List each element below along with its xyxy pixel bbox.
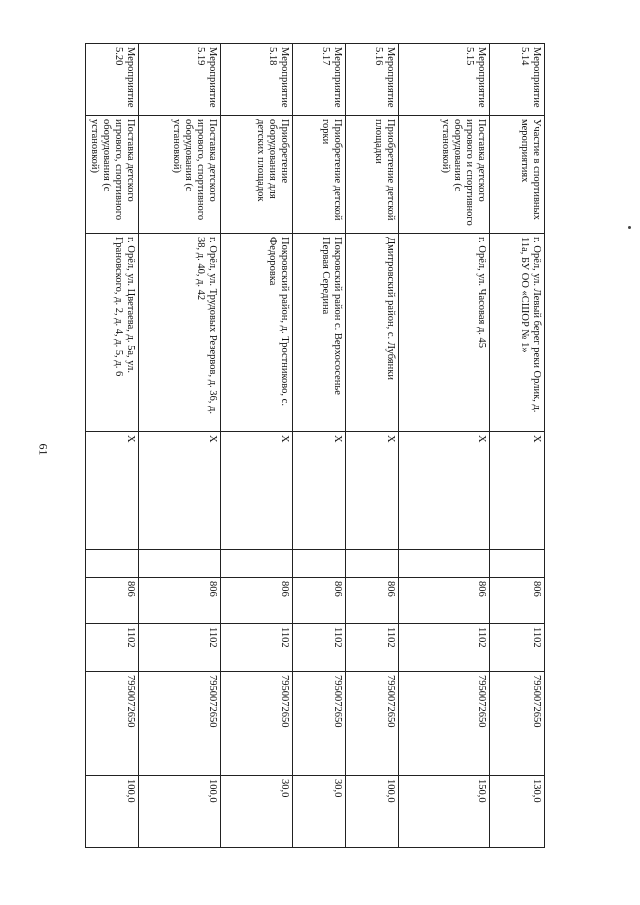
table-row	[221, 44, 293, 848]
mark-cell: Х	[399, 432, 490, 550]
address-cell: г. Орёл, ул. Трудовых Резервов, д. 36, д. 38, д. 40, д. 42	[139, 234, 221, 432]
section-cell: 1102	[139, 624, 221, 672]
mark-cell: Х	[85, 432, 138, 550]
target-article-cell: 7950072650	[346, 672, 399, 776]
target-article-cell: 7950072650	[221, 672, 293, 776]
address-cell: г. Орёл, ул. Левый берег реки Орлик, д. 11а, БУ ОО «СШОР № 1»	[490, 234, 545, 432]
table-container	[88, 43, 545, 847]
extra-cell	[139, 550, 221, 578]
extra-cell	[490, 550, 545, 578]
description-cell: Приобретение оборудования для детских площадок	[221, 116, 293, 234]
table-row	[293, 44, 346, 848]
scan-speck	[628, 226, 631, 229]
measure-cell: Мероприятие 5.20	[85, 44, 138, 116]
address-cell: г. Орёл, ул. Часовая д. 45	[399, 234, 490, 432]
measure-cell: Мероприятие 5.19	[139, 44, 221, 116]
mark-cell: Х	[139, 432, 221, 550]
measure-cell: Мероприятие 5.17	[293, 44, 346, 116]
table-row	[85, 44, 138, 848]
description-cell: Приобретение детской площадки	[346, 116, 399, 234]
extra-cell	[399, 550, 490, 578]
grbs-cell: 806	[293, 578, 346, 624]
section-cell: 1102	[399, 624, 490, 672]
description-cell: Поставка детского игрового, спортивного оборудования (с установкой)	[85, 116, 138, 234]
address-cell: г. Орёл, ул. Цветаева, д. 5а, ул. Грановского, д. 2, д. 4, д. 5, д. 6	[85, 234, 138, 432]
target-article-cell: 7950072650	[399, 672, 490, 776]
section-cell: 1102	[221, 624, 293, 672]
section-cell: 1102	[85, 624, 138, 672]
mark-cell: Х	[221, 432, 293, 550]
amount-cell: 130,0	[490, 776, 545, 848]
target-article-cell: 7950072650	[139, 672, 221, 776]
grbs-cell: 806	[399, 578, 490, 624]
table-row	[346, 44, 399, 848]
section-cell: 1102	[293, 624, 346, 672]
extra-cell	[221, 550, 293, 578]
amount-cell: 100,0	[85, 776, 138, 848]
grbs-cell: 806	[139, 578, 221, 624]
description-cell: Поставка детского игрового и спортивного оборудования (с установкой)	[399, 116, 490, 234]
table-row	[139, 44, 221, 848]
amount-cell: 150,0	[399, 776, 490, 848]
measures-table	[85, 43, 545, 848]
amount-cell: 30,0	[293, 776, 346, 848]
measure-cell: Мероприятие 5.18	[221, 44, 293, 116]
mark-cell: Х	[346, 432, 399, 550]
grbs-cell: 806	[85, 578, 138, 624]
page-number: 61	[36, 443, 51, 456]
extra-cell	[85, 550, 138, 578]
address-cell: Дмитровский район, с. Лубянки	[346, 234, 399, 432]
description-cell: Поставка детского игрового, спортивного оборудования (с установкой)	[139, 116, 221, 234]
grbs-cell: 806	[346, 578, 399, 624]
extra-cell	[346, 550, 399, 578]
amount-cell: 30,0	[221, 776, 293, 848]
measure-cell: Мероприятие 5.15	[399, 44, 490, 116]
address-cell: Покровский район, д. Тростниково, с. Федоровка	[221, 234, 293, 432]
grbs-cell: 806	[490, 578, 545, 624]
target-article-cell: 7950072650	[490, 672, 545, 776]
section-cell: 1102	[346, 624, 399, 672]
measure-cell: Мероприятие 5.14	[490, 44, 545, 116]
description-cell: Участие в спортивных мероприятиях	[490, 116, 545, 234]
measure-cell: Мероприятие 5.16	[346, 44, 399, 116]
amount-cell: 100,0	[139, 776, 221, 848]
amount-cell: 100,0	[346, 776, 399, 848]
description-cell: Приобретение детской горки	[293, 116, 346, 234]
target-article-cell: 7950072650	[293, 672, 346, 776]
table-row	[399, 44, 490, 848]
table-row	[490, 44, 545, 848]
extra-cell	[293, 550, 346, 578]
mark-cell: Х	[490, 432, 545, 550]
address-cell: Покровский район с. Верхососенье Первая Середина	[293, 234, 346, 432]
grbs-cell: 806	[221, 578, 293, 624]
section-cell: 1102	[490, 624, 545, 672]
target-article-cell: 7950072650	[85, 672, 138, 776]
mark-cell: Х	[293, 432, 346, 550]
